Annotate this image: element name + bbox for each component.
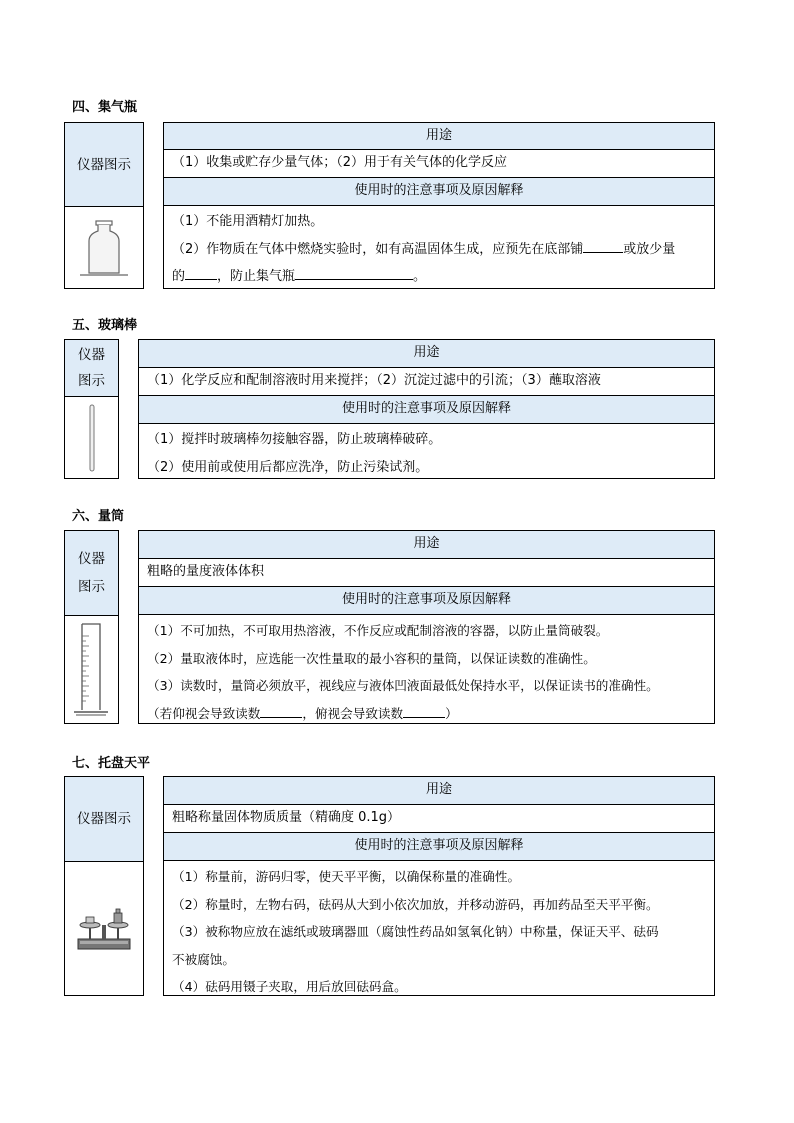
note-text: ，防止集气瓶 [217,269,296,284]
note-item: （1）搅拌时玻璃棒勿接触容器，防止玻璃棒破碎。 [147,432,442,447]
note-text: ，俯视会导致读数 [302,705,404,721]
notes-list [139,424,714,483]
label-line: 仪器 [78,347,105,363]
graduated-cylinder-icon [65,616,118,723]
section-title-balance: 七、托盘天平 [72,756,151,771]
note-text: （2）作物质在气体中燃烧实验时，如有高温固体生成，应预先在底部铺 [172,241,584,257]
note-item: （4）砝码用镊子夹取，用后放回砝码盒。 [172,979,407,994]
label-line: 图示 [78,373,105,389]
section-title-cylinder: 六、量筒 [72,509,125,524]
note-item [172,263,706,291]
content-balance [163,776,715,996]
notes-header: 使用时的注意事项及原因解释 [139,587,714,615]
answer-blank[interactable] [403,703,445,718]
note-item: （2）使用前或使用后都应洗净，防止污染试剂。 [147,459,429,475]
use-header: 用途 [139,340,714,368]
notes-list [164,206,714,293]
notes-header: 使用时的注意事项及原因解释 [164,178,714,206]
answer-blank[interactable] [583,238,623,253]
note-item: （1）不能用酒精灯加热。 [172,214,324,229]
note-item: 不被腐蚀。 [172,951,235,967]
note-item: （2）量取液体时，应选能一次性量取的最小容积的量筒，以保证读数的准确性。 [147,650,596,666]
label-line: 仪器 [78,551,105,567]
notes-header: 使用时的注意事项及原因解释 [164,833,714,861]
section-title-glass-rod: 五、玻璃棒 [72,318,138,333]
answer-blank[interactable] [185,265,217,280]
use-text: （1）化学反应和配制溶液时用来搅拌；（2）沉淀过滤中的引流；（3）蘸取溶液 [139,368,714,396]
use-text: 粗略称量固体物质质量（精确度 0.1g） [164,805,714,833]
note-text: 或放少量 [623,241,676,257]
content-cylinder [138,530,715,724]
label-cell-balance [64,776,144,996]
answer-blank[interactable] [260,703,302,718]
label-text: 仪器图示 [65,777,143,862]
content-gas-jar [163,122,715,289]
label-cell-cylinder [64,530,119,724]
label-cell-gas-jar [64,122,144,289]
notes-list [164,861,714,1003]
note-text: 。 [413,269,427,284]
note-item: （2）称量时，左物右码，砝码从大到小依次加放，并移动游码，再加药品至天平平衡。 [172,896,659,912]
note-item [147,700,706,728]
section-title-gas-jar: 四、集气瓶 [72,100,138,115]
label-text [65,531,118,616]
note-item: （3）被称物应放在滤纸或玻璃器皿（腐蚀性药品如氢氧化钠）中称量，保证天平、砝码 [172,924,659,939]
use-text: 粗略的量度液体体积 [139,559,714,587]
notes-list [139,615,714,729]
use-header: 用途 [164,123,714,150]
balance-scale-icon [65,862,143,995]
label-text: 仪器图示 [65,123,143,207]
note-item: （1）不可加热，不可取用热溶液，不作反应或配制溶液的容器，以防止量筒破裂。 [147,623,609,638]
use-text: （1）收集或贮存少量气体；（2）用于有关气体的化学反应 [164,150,714,178]
note-text: （若仰视会导致读数 [147,705,261,721]
use-header: 用途 [164,777,714,805]
content-glass-rod [138,339,715,479]
answer-blank[interactable] [295,265,413,280]
note-text: 的 [172,269,186,284]
note-text: ） [445,705,458,721]
note-item: （3）读数时，量筒必须放平，视线应与液体凹液面最低处保持水平，以保证读书的准确性。 [147,678,659,693]
label-line: 图示 [78,579,105,595]
note-item: （1）称量前，游码归零，使天平平衡，以确保称量的准确性。 [172,869,521,884]
label-text [65,340,118,397]
gas-jar-icon [65,207,143,288]
note-item [172,236,706,264]
label-cell-glass-rod [64,339,119,479]
glass-rod-icon [65,397,118,478]
notes-header: 使用时的注意事项及原因解释 [139,396,714,424]
use-header: 用途 [139,531,714,559]
